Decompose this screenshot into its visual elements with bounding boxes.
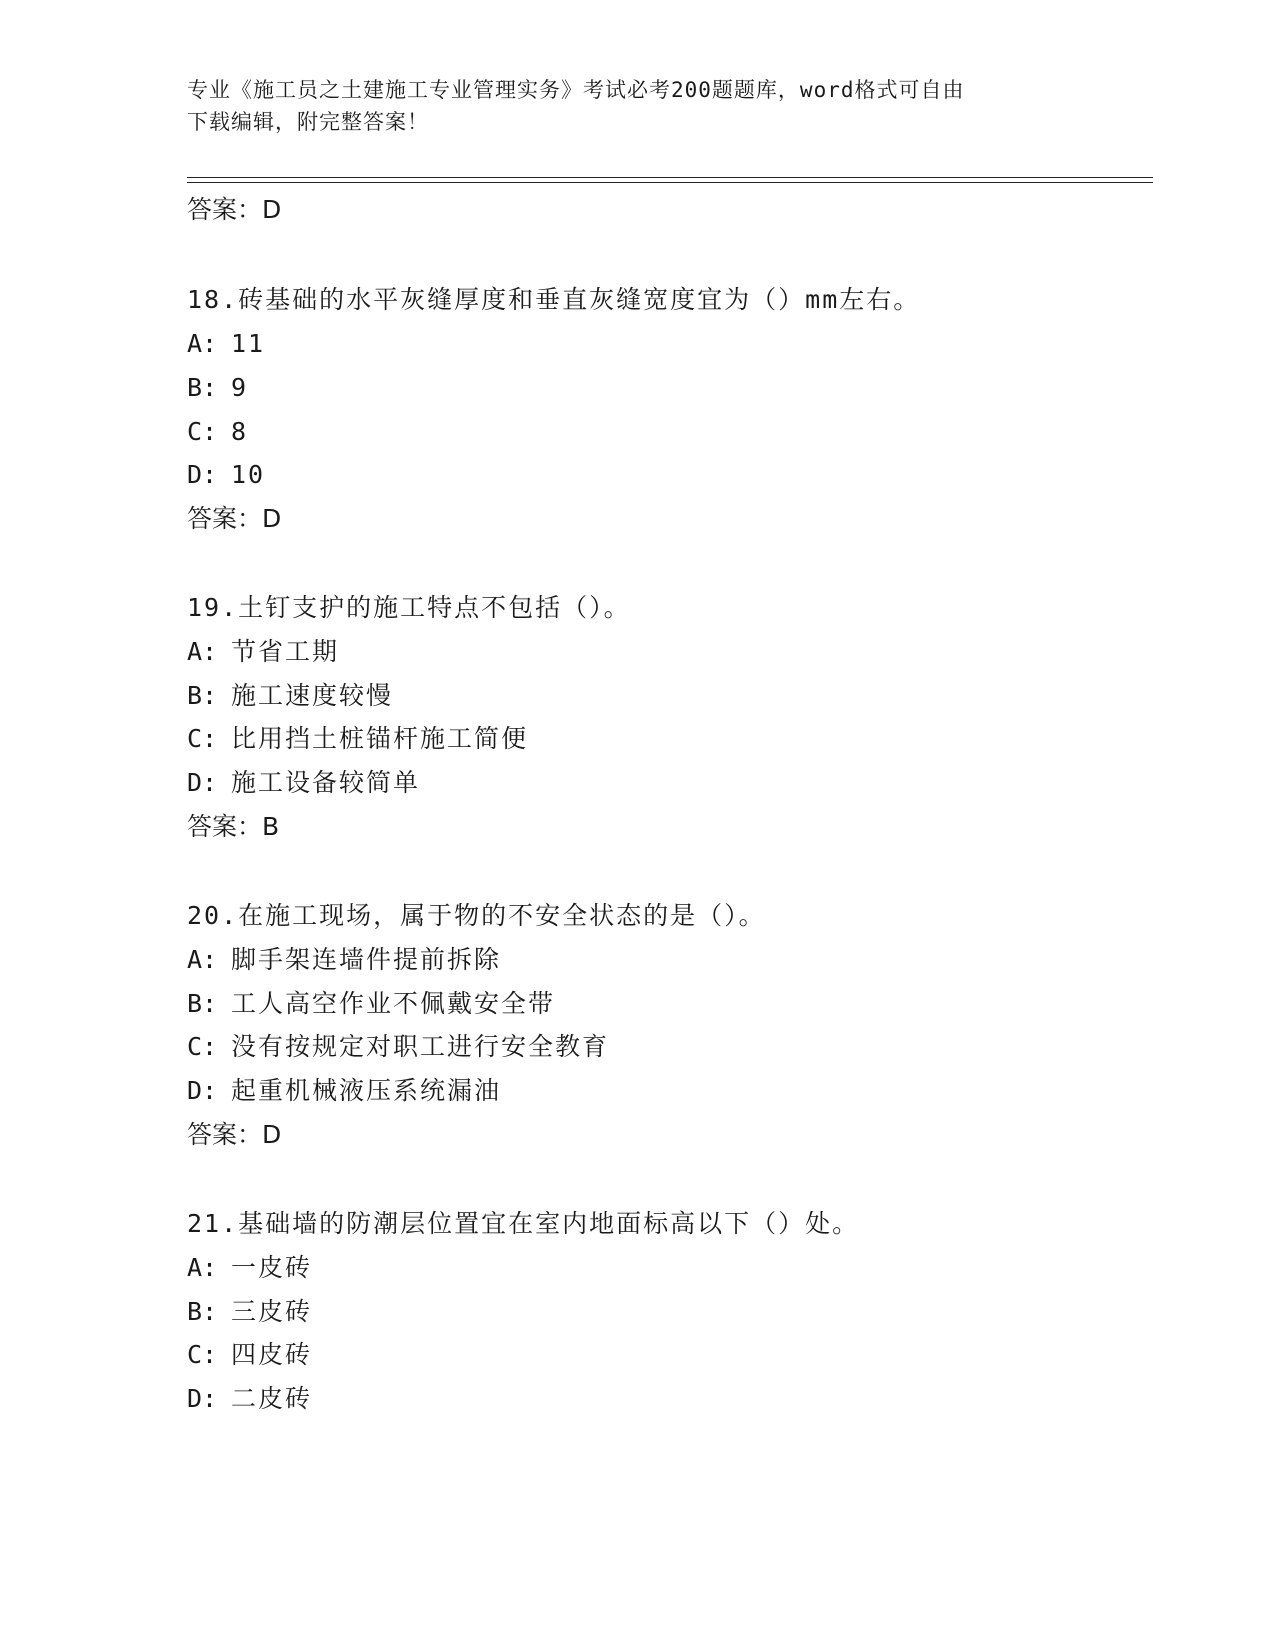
option-19-d: [187, 768, 420, 798]
option-letter: A:: [187, 1253, 218, 1282]
option-letter: C:: [187, 417, 218, 446]
option-20-a: [187, 945, 501, 975]
option-letter: A:: [187, 329, 218, 358]
question-19: 19.土钉支护的施工特点不包括（）。: [187, 593, 631, 622]
option-letter: A:: [187, 945, 218, 974]
question-21: 21.基础墙的防潮层位置宜在室内地面标高以下（）处。: [187, 1209, 860, 1238]
option-20-d: [187, 1076, 501, 1106]
option-letter: C:: [187, 724, 218, 753]
option-text: 11: [231, 329, 266, 358]
option-letter: D:: [187, 768, 218, 797]
option-text: 二皮砖: [231, 1384, 313, 1413]
option-text: 节省工期: [231, 637, 340, 666]
option-text: 施工设备较简单: [231, 768, 421, 797]
option-letter: D:: [187, 1384, 218, 1413]
option-18-c: [187, 417, 248, 447]
option-21-a: [187, 1253, 312, 1283]
option-text: 10: [231, 460, 266, 489]
option-text: 起重机械液压系统漏油: [231, 1076, 502, 1105]
option-text: 脚手架连墙件提前拆除: [231, 945, 502, 974]
option-20-c: [187, 1032, 609, 1062]
header-divider-top: [187, 177, 1153, 178]
option-letter: C:: [187, 1340, 218, 1369]
option-letter: D:: [187, 460, 218, 489]
option-19-b: [187, 681, 393, 711]
header-divider-bottom: [187, 182, 1153, 183]
option-21-c: [187, 1340, 312, 1370]
answer-20: 答案：D: [187, 1120, 282, 1149]
option-text: 施工速度较慢: [231, 681, 394, 710]
option-text: 没有按规定对职工进行安全教育: [231, 1032, 610, 1061]
option-letter: D:: [187, 1076, 218, 1105]
option-letter: C:: [187, 1032, 218, 1061]
answer-18: 答案：D: [187, 504, 282, 533]
option-21-b: [187, 1297, 312, 1327]
option-text: 8: [231, 417, 249, 446]
option-text: 比用挡土桩锚杆施工简便: [231, 724, 529, 753]
option-text: 四皮砖: [231, 1340, 313, 1369]
answer-19: 答案：B: [187, 812, 280, 841]
option-text: 工人高空作业不佩戴安全带: [231, 989, 556, 1018]
option-18-a: [187, 329, 265, 359]
option-20-b: [187, 989, 555, 1019]
option-text: 9: [231, 373, 249, 402]
answer-previous: 答案：D: [187, 195, 282, 224]
question-20: 20.在施工现场，属于物的不安全状态的是（）。: [187, 901, 766, 930]
option-letter: B:: [187, 373, 218, 402]
option-19-a: [187, 637, 339, 667]
header-line-1: 专业《施工员之土建施工专业管理实务》考试必考200题题库，word格式可自由: [187, 78, 965, 102]
option-letter: B:: [187, 681, 218, 710]
option-text: 三皮砖: [231, 1297, 313, 1326]
document-header: [187, 74, 1087, 138]
option-letter: A:: [187, 637, 218, 666]
option-18-b: [187, 373, 248, 403]
option-letter: B:: [187, 989, 218, 1018]
option-18-d: [187, 460, 265, 490]
option-letter: B:: [187, 1297, 218, 1326]
question-18: 18.砖基础的水平灰缝厚度和垂直灰缝宽度宜为（）mm左右。: [187, 285, 921, 314]
header-line-2: 下载编辑，附完整答案！: [187, 110, 429, 134]
option-21-d: [187, 1384, 312, 1414]
option-text: 一皮砖: [231, 1253, 313, 1282]
option-19-c: [187, 724, 528, 754]
